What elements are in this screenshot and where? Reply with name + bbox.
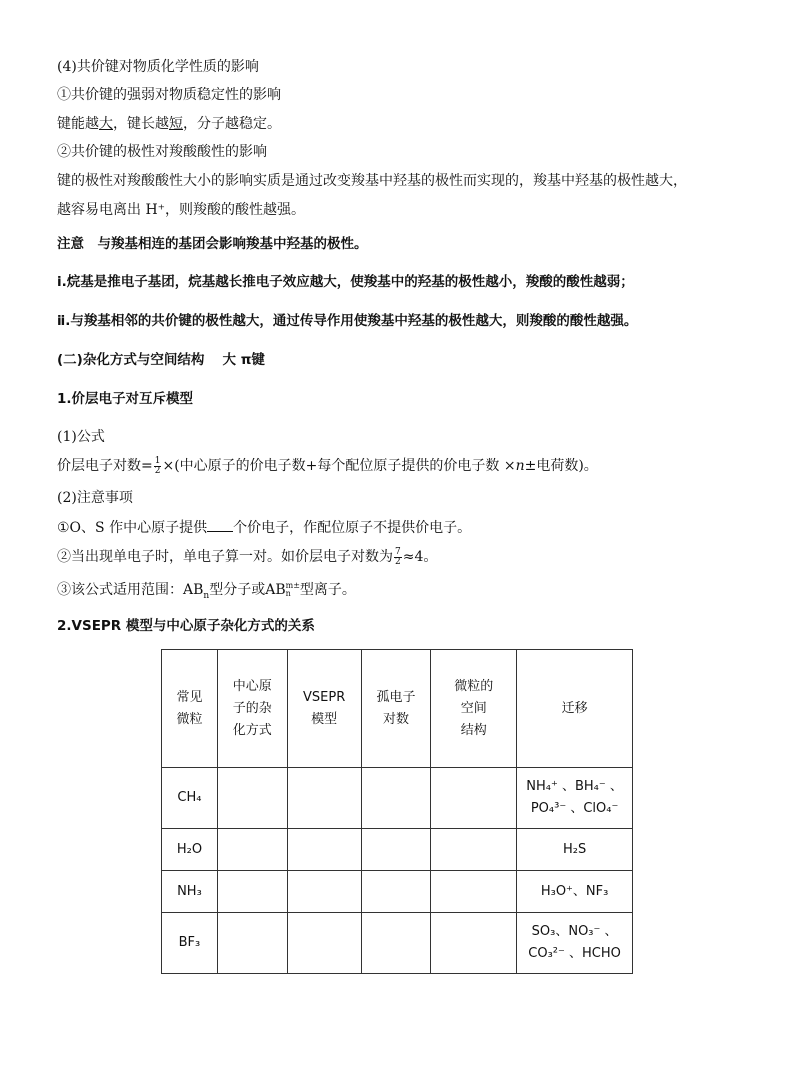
table-row bbox=[162, 871, 633, 913]
subsection-1: ①共价键的强弱对物质稳定性的影响 bbox=[57, 87, 281, 103]
table-header-row bbox=[162, 650, 633, 768]
note-2-b: ≈4。 bbox=[402, 549, 438, 565]
section-2-title: (二)杂化方式与空间结构 大 π键 bbox=[57, 352, 265, 368]
cell-particle: BF₃ bbox=[162, 913, 218, 974]
cell-blank[interactable] bbox=[217, 871, 287, 913]
notes-title: (2)注意事项 bbox=[57, 490, 133, 506]
note-3-a: ③该公式适用范围：AB bbox=[57, 582, 204, 598]
underlined-short: 短 bbox=[169, 116, 183, 132]
cell-blank[interactable] bbox=[431, 871, 517, 913]
sup-charge: m± bbox=[285, 581, 300, 590]
cell-blank[interactable] bbox=[287, 871, 361, 913]
note-i: ⅰ.烷基是推电子基团，烷基越长推电子效应越大，使羧基中的羟基的极性越小，羧酸的酸性越弱； bbox=[57, 274, 634, 290]
cell-blank[interactable] bbox=[431, 768, 517, 829]
cell-transfer: H₂S bbox=[517, 829, 633, 871]
table-row bbox=[162, 768, 633, 829]
frac-num: 7 bbox=[395, 546, 401, 557]
cell-blank[interactable] bbox=[217, 913, 287, 974]
subsection-2: ②共价键的极性对羧酸酸性的影响 bbox=[57, 144, 267, 160]
cell-blank[interactable] bbox=[431, 829, 517, 871]
note-2-a: ②当出现单电子时，单电子算一对。如价层电子对数为 bbox=[57, 549, 393, 565]
table-row bbox=[162, 829, 633, 871]
cell-blank[interactable] bbox=[361, 871, 431, 913]
vsepr-model-title: 1.价层电子对互斥模型 bbox=[57, 391, 194, 407]
header-transfer: 迁移 bbox=[517, 650, 633, 768]
text-e: ，分子越稳定。 bbox=[183, 116, 281, 132]
note-ii: ⅱ.与羧基相邻的共价键的极性越大，通过传导作用使羧基中羟基的极性越大，则羧酸的酸性越强。 bbox=[57, 313, 638, 329]
fill-blank[interactable] bbox=[207, 517, 233, 532]
frac-den: 2 bbox=[395, 556, 401, 567]
sub-n2: n bbox=[285, 589, 291, 598]
formula-title: (1)公式 bbox=[57, 429, 105, 445]
cell-blank[interactable] bbox=[431, 913, 517, 974]
cell-blank[interactable] bbox=[287, 768, 361, 829]
text-c: ，键长越 bbox=[113, 116, 169, 132]
cell-blank[interactable] bbox=[217, 768, 287, 829]
formula-lhs: 价层电子对数= bbox=[57, 458, 153, 474]
text-a: 键能越 bbox=[57, 116, 99, 132]
note-3-c: 型离子。 bbox=[299, 582, 356, 598]
formula-line bbox=[57, 456, 598, 476]
fraction-half bbox=[154, 457, 162, 476]
cell-transfer: SO₃、NO₃⁻ 、 CO₃²⁻ 、HCHO bbox=[517, 913, 633, 974]
header-vsepr-model: VSEPR 模型 bbox=[287, 650, 361, 768]
note-2 bbox=[57, 547, 437, 567]
vsepr-table bbox=[161, 649, 633, 974]
cell-particle: NH₃ bbox=[162, 871, 218, 913]
header-lone-pairs: 孤电子 对数 bbox=[361, 650, 431, 768]
formula-n: n bbox=[515, 458, 525, 474]
header-hybridization: 中心原 子的杂 化方式 bbox=[217, 650, 287, 768]
note-1-b: 个价电子，作配位原子不提供价电子。 bbox=[233, 520, 472, 536]
header-geometry: 微粒的 空间 结构 bbox=[431, 650, 517, 768]
cell-blank[interactable] bbox=[361, 829, 431, 871]
charge-index bbox=[286, 582, 300, 598]
polarity-line-1: 键的极性对羧酸酸性大小的影响实质是通过改变羧基中羟基的极性而实现的，羧基中羟基的极性越大， bbox=[57, 173, 687, 189]
cell-particle: H₂O bbox=[162, 829, 218, 871]
formula-mid: ×(中心原子的价电子数+每个配位原子提供的价电子数 × bbox=[162, 458, 516, 474]
cell-blank[interactable] bbox=[361, 913, 431, 974]
table-title: 2.VSEPR 模型与中心原子杂化方式的关系 bbox=[57, 618, 315, 634]
cell-transfer: NH₄⁺ 、BH₄⁻ 、 PO₄³⁻ 、ClO₄⁻ bbox=[517, 768, 633, 829]
section-4-title: (4)共价键对物质化学性质的影响 bbox=[57, 59, 259, 75]
formula-end: ±电荷数)。 bbox=[524, 458, 598, 474]
note-3 bbox=[57, 580, 356, 606]
cell-particle: CH₄ bbox=[162, 768, 218, 829]
header-particle: 常见 微粒 bbox=[162, 650, 218, 768]
stability-line bbox=[57, 114, 281, 134]
cell-transfer: H₃O⁺、NF₃ bbox=[517, 871, 633, 913]
frac-den: 2 bbox=[154, 465, 161, 476]
cell-blank[interactable] bbox=[287, 913, 361, 974]
cell-blank[interactable] bbox=[361, 768, 431, 829]
fraction-7-2 bbox=[394, 548, 402, 567]
note-heading: 注意 与羧基相连的基团会影响羧基中羟基的极性。 bbox=[57, 236, 368, 252]
polarity-line-2: 越容易电离出 H⁺，则羧酸的酸性越强。 bbox=[57, 202, 306, 218]
table-row bbox=[162, 913, 633, 974]
note-1-a: ①O、S 作中心原子提供 bbox=[57, 520, 208, 536]
underlined-big: 大 bbox=[99, 116, 113, 132]
frac-num: 1 bbox=[154, 455, 161, 466]
note-1 bbox=[57, 517, 471, 538]
note-3-b: 型分子或AB bbox=[209, 582, 286, 598]
cell-blank[interactable] bbox=[287, 829, 361, 871]
sub-n: n bbox=[203, 590, 210, 601]
cell-blank[interactable] bbox=[217, 829, 287, 871]
